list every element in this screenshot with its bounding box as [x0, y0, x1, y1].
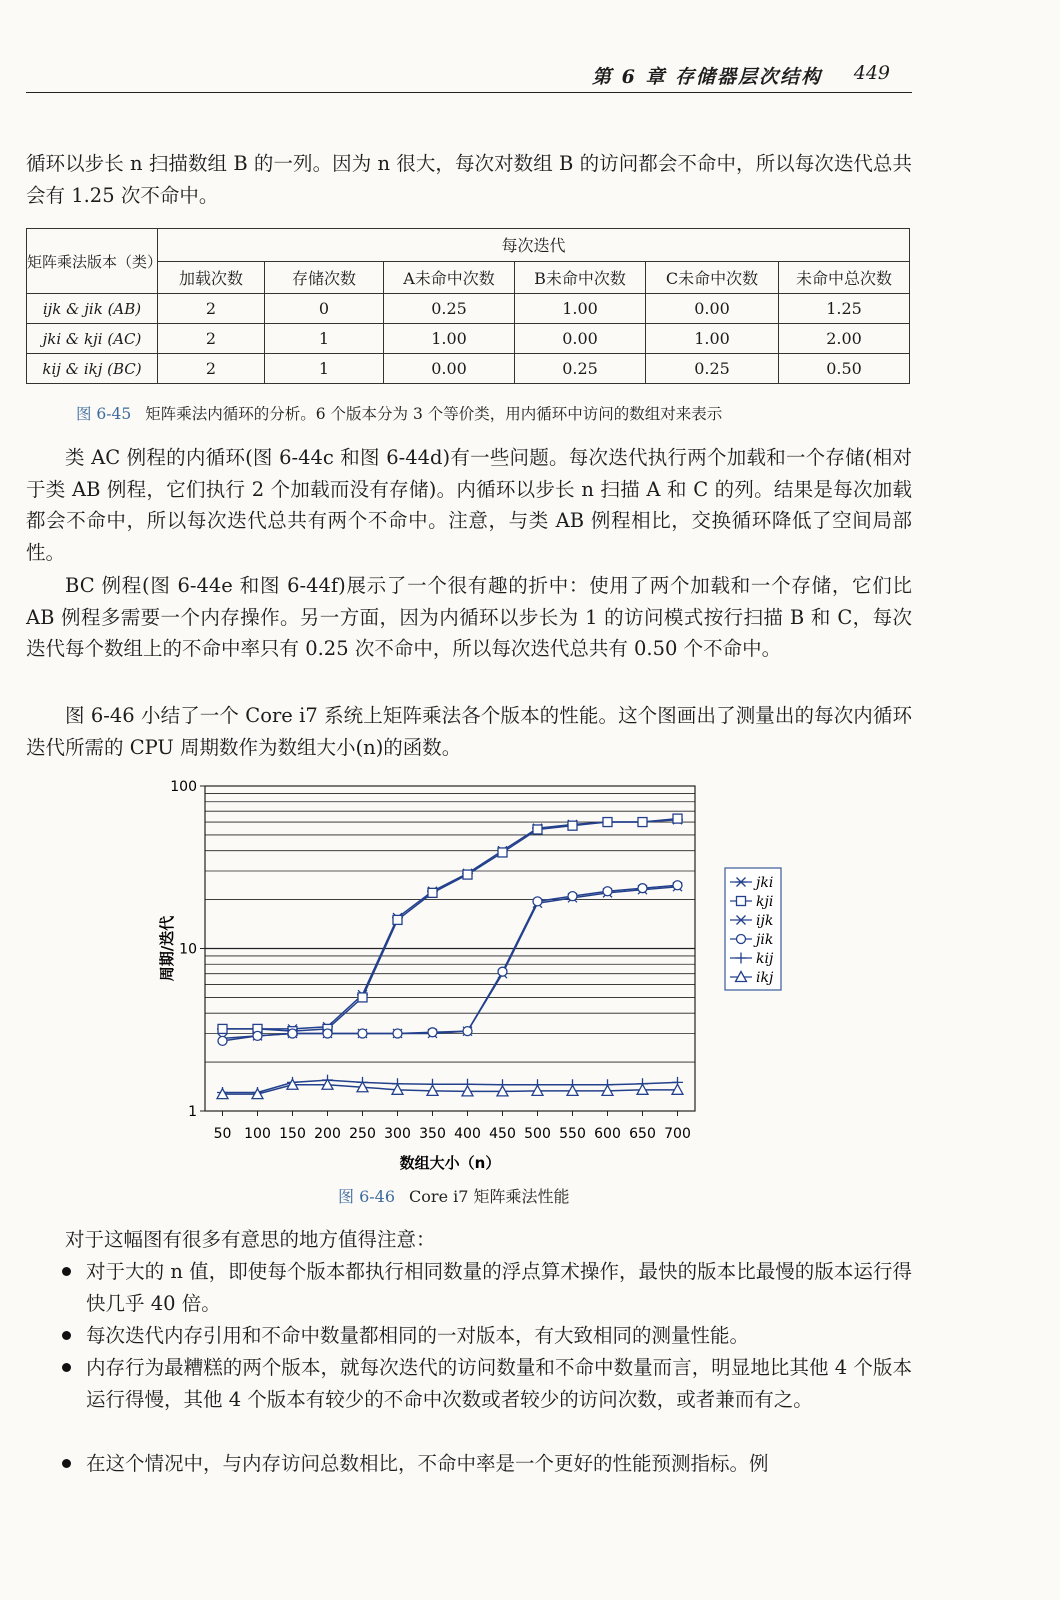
- x-tick-label: 50: [213, 1126, 232, 1142]
- x-tick-label: 500: [524, 1126, 551, 1142]
- series-line-jik: [223, 885, 678, 1041]
- legend-marker: [737, 897, 746, 906]
- table-caption-number: 图 6-45: [76, 405, 132, 423]
- performance-chart: [150, 770, 870, 1180]
- table-cell: 1.00: [646, 324, 779, 354]
- figure-caption-text: Core i7 矩阵乘法性能: [409, 1187, 570, 1206]
- series-ijk: [218, 882, 682, 1043]
- data-point-jik: [393, 1029, 402, 1038]
- x-axis-label: 数组大小（n）: [399, 1154, 501, 1172]
- row-label: kij & ikj (BC): [27, 354, 158, 384]
- data-point-jik: [673, 881, 682, 890]
- bullet-icon: [62, 1363, 71, 1372]
- data-point-kji: [463, 870, 472, 879]
- data-point-jik: [323, 1029, 332, 1038]
- data-point-jik: [463, 1027, 472, 1036]
- data-point-jik: [568, 892, 577, 901]
- table-cell: 2.00: [779, 324, 910, 354]
- table-group-header: 每次迭代: [158, 229, 910, 262]
- y-tick-label: 10: [179, 941, 197, 958]
- x-tick-labels: [214, 1111, 691, 1142]
- data-point-kji: [428, 888, 437, 897]
- table-cell: 0.25: [646, 354, 779, 384]
- table-cell: 2: [158, 324, 265, 354]
- row-label: jki & kji (AC): [27, 324, 158, 354]
- series-ikj: [217, 1079, 683, 1098]
- legend-entry: jki: [756, 875, 774, 891]
- data-point-jik: [253, 1031, 262, 1040]
- table-cell: 0: [265, 294, 384, 324]
- paragraph-5: 对于这幅图有很多有意思的地方值得注意：: [65, 1228, 436, 1251]
- legend-marker: [737, 935, 746, 944]
- col-header: 加载次数: [158, 261, 265, 294]
- table-cell: 1: [265, 324, 384, 354]
- data-point-jik: [288, 1029, 297, 1038]
- series-jik: [218, 881, 682, 1046]
- col-header: 存储次数: [265, 261, 384, 294]
- miss-analysis-table-wrap: [26, 228, 910, 384]
- legend-entry: kji: [756, 894, 774, 910]
- data-point-kji: [393, 915, 402, 924]
- y-tick-label: 1: [188, 1104, 197, 1120]
- data-point-kji: [568, 821, 577, 830]
- data-point-jik: [358, 1029, 367, 1038]
- y-tick-label: 100: [170, 779, 197, 795]
- data-point-jik: [603, 887, 612, 896]
- x-tick-label: 350: [419, 1126, 446, 1142]
- col-header: B未命中次数: [515, 261, 646, 294]
- table-cell: 0.25: [384, 294, 515, 324]
- data-point-kji: [638, 818, 647, 827]
- data-point-jik: [638, 884, 647, 893]
- table-cell: 1.00: [384, 324, 515, 354]
- chapter-title: 第 6 章 存储器层次结构: [592, 66, 823, 88]
- legend-entry: jik: [756, 932, 774, 948]
- bullet-icon: [62, 1267, 71, 1276]
- table-cell: 0.00: [515, 324, 646, 354]
- data-point-kji: [218, 1024, 227, 1033]
- table-cell: 0.50: [779, 354, 910, 384]
- x-tick-label: 250: [349, 1126, 376, 1142]
- series-jki: [217, 815, 683, 1033]
- x-tick-label: 700: [664, 1126, 691, 1142]
- x-tick-label: 550: [559, 1126, 586, 1142]
- series-line-ijk: [223, 887, 678, 1039]
- data-point-kji: [533, 825, 542, 834]
- list-item-text: 对于大的 n 值，即使每个版本都执行相同数量的浮点算术操作，最快的版本比最慢的版本运行得快几乎 40 倍。: [86, 1260, 912, 1315]
- table-caption-text: 矩阵乘法内循环的分析。6 个版本分为 3 个等价类，用内循环中访问的数组对来表示: [145, 405, 723, 423]
- page-number: 449: [853, 62, 890, 84]
- figure-caption-number: 图 6-46: [338, 1187, 396, 1206]
- table-row: [27, 354, 910, 384]
- table-cell: 0.25: [515, 354, 646, 384]
- x-tick-label: 100: [244, 1126, 271, 1142]
- data-point-kji: [498, 848, 507, 857]
- chart-grid: [205, 793, 695, 1062]
- paragraph-1: 循环以步长 n 扫描数组 B 的一列。因为 n 很大，每次对数组 B 的访问都会不命中，所以每次迭代总共会有 1.25 次不命中。: [26, 152, 912, 207]
- table-row: [27, 324, 910, 354]
- list-item: [62, 1320, 912, 1352]
- data-point-jik: [218, 1036, 227, 1045]
- x-tick-label: 450: [489, 1126, 516, 1142]
- x-tick-label: 600: [594, 1126, 621, 1142]
- col-header: 未命中总次数: [779, 261, 910, 294]
- chart-series: [217, 814, 683, 1099]
- table-cell: 1: [265, 354, 384, 384]
- x-tick-label: 150: [279, 1126, 306, 1142]
- paragraph-3: BC 例程(图 6-44e 和图 6-44f)展示了一个很有趣的折中：使用了两个加载和一个存储，它们比 AB 例程多需要一个内存操作。另一方面，因为内循环以步长为 1 的访问模式按行扫描 B 和 C，每次迭代每个数组上的不命中率只有 0.25 次不命中，所以每次迭代总共有 0.50 个不命中。: [26, 574, 912, 660]
- series-kji: [218, 814, 682, 1036]
- x-tick-label: 650: [629, 1126, 656, 1142]
- legend-entry: kij: [756, 951, 774, 967]
- table-cell: 0.00: [646, 294, 779, 324]
- col-header: C未命中次数: [646, 261, 779, 294]
- list-item-text: 每次迭代内存引用和不命中数量都相同的一对版本，有大致相同的测量性能。: [86, 1324, 750, 1347]
- data-point-jik: [428, 1028, 437, 1037]
- list-item-text: 在这个情况中，与内存访问总数相比，不命中率是一个更好的性能预测指标。例: [86, 1452, 769, 1475]
- data-point-kji: [358, 993, 367, 1002]
- list-item: [62, 1256, 912, 1319]
- y-axis-label: 周期/迭代: [158, 915, 176, 982]
- miss-analysis-table: [26, 228, 910, 384]
- data-point-kji: [673, 814, 682, 823]
- data-point-kji: [603, 818, 612, 827]
- x-tick-label: 300: [384, 1126, 411, 1142]
- x-tick-label: 200: [314, 1126, 341, 1142]
- legend-entry: ijk: [756, 913, 774, 929]
- list-item-text: 内存行为最糟糕的两个版本，就每次迭代的访问数量和不命中数量而言，明显地比其他 4 个版本运行得慢，其他 4 个版本有较少的不命中次数或者较少的访问次数，或者兼而有之。: [86, 1356, 912, 1411]
- table-cell: 1.00: [515, 294, 646, 324]
- paragraph-4: 图 6-46 小结了一个 Core i7 系统上矩阵乘法各个版本的性能。这个图画出了测量出的每次内循环迭代所需的 CPU 周期数作为数组大小(n)的函数。: [26, 704, 912, 759]
- x-tick-label: 400: [454, 1126, 481, 1142]
- list-item: [62, 1352, 912, 1415]
- table-cell: 2: [158, 354, 265, 384]
- list-item: [62, 1448, 912, 1480]
- table-header-row: [27, 229, 910, 262]
- table-cell: 0.00: [384, 354, 515, 384]
- row-label: ijk & jik (AB): [27, 294, 158, 324]
- figure-caption: [338, 1184, 570, 1207]
- table-corner-header: 矩阵乘法版本（类）: [27, 229, 158, 294]
- data-point-jik: [498, 967, 507, 976]
- col-header: A未命中次数: [384, 261, 515, 294]
- legend-entry: ikj: [756, 970, 774, 986]
- running-header: [26, 58, 912, 93]
- table-cell: 1.25: [779, 294, 910, 324]
- table-cell: 2: [158, 294, 265, 324]
- paragraph-2: 类 AC 例程的内循环(图 6-44c 和图 6-44d)有一些问题。每次迭代执行两个加载和一个存储(相对于类 AB 例程，它们执行 2 个加载而没有存储)。内循环以步长 n 扫描 A 和 C 的列。结果是每次加载都会不命中，所以每次迭代总共有两个不命中。注意，与类 AB 例程相比，交换循环降低了空间局部性。: [26, 446, 912, 564]
- data-point-jik: [533, 897, 542, 906]
- bullet-icon: [62, 1459, 71, 1468]
- bullet-icon: [62, 1331, 71, 1340]
- chart-legend: [725, 868, 781, 990]
- table-caption: [76, 402, 722, 424]
- table-row: [27, 294, 910, 324]
